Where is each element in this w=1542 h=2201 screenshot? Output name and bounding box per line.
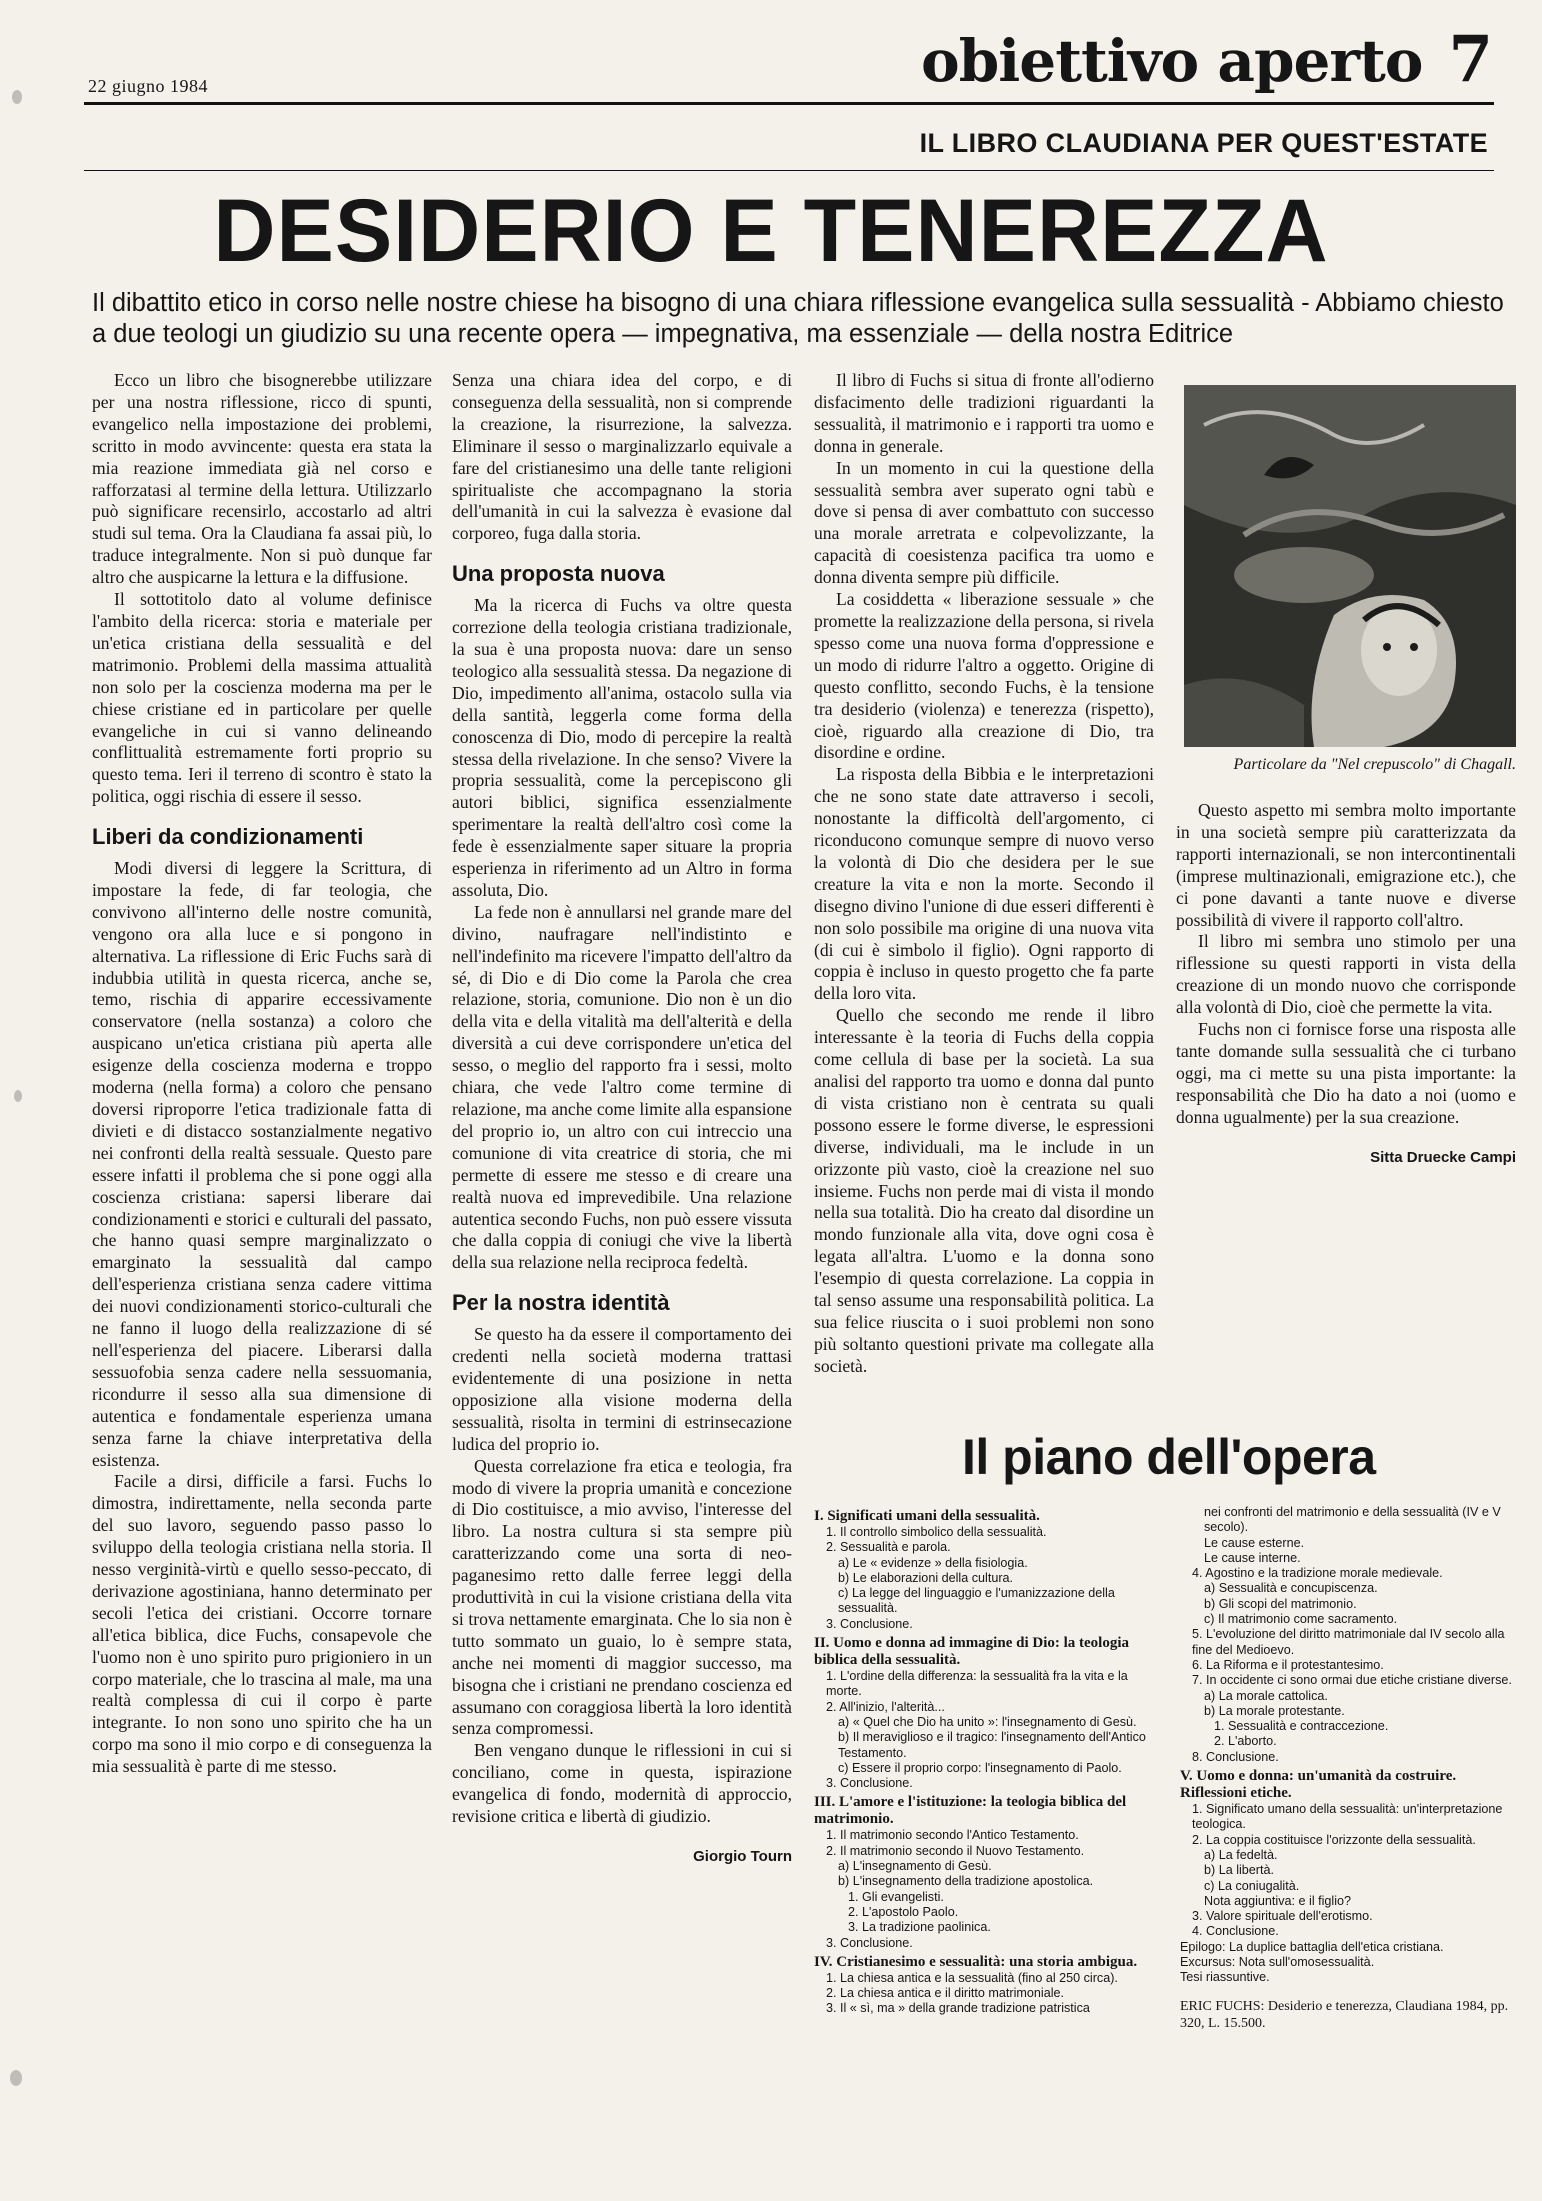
plan-entry: 7. In occidente ci sono ormai due etiche cristiane diverse.: [1192, 1673, 1512, 1688]
plan-entry: 2. All'inizio, l'alterità...: [826, 1699, 945, 1714]
paragraph: Modi diversi di leggere la Scrittura, di impostare la fede, di far teologia, che convivono all'interno delle nostre comunità, vengono ora alla luce e si pongono in alternativa. La riflessione di Eric Fuchs sarà di indubbia utilità in questa ricerca, anche se, temo, rischia di apparire eccessivamente conservatore (nella sostanza) a coloro che auspicano un'etica cristiana più aperta alle esigenze della coscienza moderna e troppo moderna (nella forma) a coloro che pensano doversi riproporre l'etica tradizionale fatta di divieti e di distacco sostanzialmente negativo nei confronti della realtà sessuale. Questo pare essere infatti il problema che si pone oggi alla coscienza cristiana: sapersi liberare dai condizionamenti e storici e culturali del passato, che hanno quasi sempre marginalizzato o emarginato la sessualità dal campo dell'esperienza cristiana senza cadere vittima dei nuovi condizionamenti storico-culturali che ne fanno il luogo della realizzazione di sé nell'esperienza del piacere. Liberarsi dalla sessuofobia senza cadere nella sessuomania, ricondurre il sesso alla sua dimensione di autentica e fondamentale esperienza umana senza farne la chiave interpretativa della esistenza.: [92, 858, 432, 1470]
article-column-2: [452, 370, 792, 1868]
article-column-4: [1176, 800, 1516, 1169]
paragraph: Il libro di Fuchs si situa di fronte all'odierno disfacimento delle tradizioni riguardanti la sessualità, il matrimonio e i rapporti tra uomo e donna in generale.: [814, 370, 1154, 456]
plan-entry: 3. Conclusione.: [826, 1616, 913, 1631]
plan-entry: 1. Sessualità e contraccezione.: [1214, 1719, 1389, 1734]
paragraph: Se questo ha da essere il comportamento dei credenti nella società moderna trattasi evidentemente di una posizione in netta opposizione alla visione moderna della sessualità, risolta in termini di estrinsecazione ludica del proprio io.: [452, 1324, 792, 1454]
paragraph: Questa correlazione fra etica e teologia, fra modo di vivere la propria umanità e concezione di Dio costituisce, a mio avviso, l'interesse del libro. La nostra cultura si sta sempre più caratterizzando come una sorta di neo-paganesimo retto dalle ferree leggi della produttività in cui la visione cristiana della vita si trova nettamente emarginata. Che lo sia non è tutto sommato un guaio, lo è sempre stata, anche nei momenti di maggior successo, ma bisogna che i cristiani ne prendano coscienza ed assumano con coraggiosa libertà la loro identità senza compromessi.: [452, 1455, 792, 1739]
chagall-illustration: [1184, 385, 1516, 747]
paragraph: Il sottotitolo dato al volume definisce l'ambito della ricerca: storia e materiale per un'etica cristiana della sessualità e del matrimonio. Problemi della massima attualità non solo per la coscienza moderna ma per le chiese cristiane ed in particolare per quelle evangeliche in cui si vanno delineando conflittualità estremamente forti proprio su questo tema. Ieri il terreno di scontro è stato la politica, oggi rischia di essere il sesso.: [92, 589, 432, 807]
plan-entry: c) Essere il proprio corpo: l'insegnamento di Paolo.: [838, 1760, 1122, 1775]
subheading: Liberi da condizionamenti: [92, 824, 364, 850]
plan-entry: a) Le « evidenze » della fisiologia.: [838, 1555, 1028, 1570]
paragraph: La cosiddetta « liberazione sessuale » che promette la realizzazione della persona, si rivela spesso come una nuova forma d'oppressione e un modo di ridurre l'altro a oggetto. Origine di questo conflitto, secondo Fuchs, è la tensione tra desiderio (violenza) e tenerezza (rispetto), cioè, riguardo alla creazione di Dio, tra disordine e ordine.: [814, 589, 1154, 763]
plan-entry: 2. La coppia costituisce l'orizzonte della sessualità.: [1192, 1832, 1476, 1847]
plan-entry: b) La libertà.: [1204, 1863, 1275, 1878]
plan-entry: Epilogo: La duplice battaglia dell'etica cristiana.: [1180, 1939, 1444, 1954]
paragraph: Senza una chiara idea del corpo, e di conseguenza della sessualità, non si comprende la creazione, la risurrezione, la salvezza. Eliminare il sesso o marginalizzarlo equivale a fare del cristianesimo una delle tante religioni spiritualiste che accompagnano la storia dell'umanità in cui la salvezza è evasione dal corporeo, fuga dalla storia.: [452, 370, 792, 544]
scan-mark: [12, 90, 22, 104]
plan-entry: a) « Quel che Dio ha unito »: l'insegnamento di Gesù.: [838, 1714, 1137, 1729]
paragraph: Ecco un libro che bisognerebbe utilizzare per una nostra riflessione, ricco di spunti, evangelico nella impostazione dei problemi, scritto in modo avvincente: questa era stata la mia reazione immediata già nel corso e rafforzatasi al termine della lettura. Utilizzarlo può significare recensirlo, accostarlo ad altri studi sul tema. Ora la Claudiana fa assai più, lo traduce integralmente. Non si può dunque far altro che auspicarne la lettura e la diffusione.: [92, 370, 432, 588]
plan-part-heading: V. Uomo e donna: un'umanità da costruire. Riflessioni etiche.: [1180, 1768, 1457, 1802]
masthead-rule: [84, 102, 1494, 105]
painting-image: [1184, 385, 1516, 747]
article-column-1: [92, 370, 432, 1778]
plan-entry: 3. Il « sì, ma » della grande tradizione patristica: [826, 2001, 1090, 2016]
plan-entry: Nota aggiuntiva: e il figlio?: [1204, 1893, 1352, 1908]
plan-entry: 1. Il matrimonio secondo l'Antico Testamento.: [826, 1828, 1079, 1843]
plan-part-heading: III. L'amore e l'istituzione: la teologia biblica del matrimonio.: [814, 1794, 1127, 1828]
author-signature: Sitta Druecke Campi: [1370, 1148, 1516, 1166]
issue-date: 22 giugno 1984: [88, 76, 209, 96]
plan-entry: 2. Il matrimonio secondo il Nuovo Testamento.: [826, 1843, 1085, 1858]
scan-mark: [10, 2070, 22, 2086]
section-name: obiettivo aperto: [921, 27, 1423, 95]
image-caption: Particolare da "Nel crepuscolo" di Chagall.: [1233, 756, 1516, 773]
subheading: Per la nostra identità: [452, 1290, 670, 1316]
paragraph: Il libro mi sembra uno stimolo per una riflessione su questi rapporti in vista della creazione di un mondo nuovo che corrisponde alla volontà di Dio, cioè che permette la vita.: [1176, 931, 1516, 1018]
plan-entry: 5. L'evoluzione del diritto matrimoniale dal IV secolo alla fine del Medioevo.: [1192, 1627, 1505, 1657]
plan-column-2: [1180, 1505, 1518, 2032]
plan-entry: 1. Gli evangelisti.: [848, 1889, 944, 1904]
subheading: Una proposta nuova: [452, 561, 665, 587]
paragraph: Questo aspetto mi sembra molto importante in una società sempre più caratterizzata da rapporti internazionali, se non intercontinentali (imprese multinazionali, emigrazione etc.), che ci pone davanti a tante nuove e diverse possibilità di vivere il rapporto coll'altro.: [1176, 800, 1516, 930]
plan-entry: 1. L'ordine della differenza: la sessualità fra la vita e la morte.: [826, 1669, 1128, 1699]
plan-entry: 8. Conclusione.: [1192, 1749, 1279, 1764]
plan-entry: Excursus: Nota sull'omosessualità.: [1180, 1955, 1375, 1970]
paragraph: In un momento in cui la questione della sessualità sembra aver superato ogni tabù e dove si pensa di aver combattuto con successo una morale arretrata e colpevolizzante, la capacità di coesistenza pacifica tra uomo e donna diventa sempre più difficile.: [814, 457, 1154, 588]
plan-entry: a) L'insegnamento di Gesù.: [838, 1859, 992, 1874]
bibliography: ERIC FUCHS: Desiderio e tenerezza, Claudiana 1984, pp. 320, L. 15.500.: [1180, 1998, 1509, 2031]
plan-entry: 1. Significato umano della sessualità: un'interpretazione teologica.: [1192, 1802, 1503, 1832]
plan-title: Il piano dell'opera: [962, 1429, 1376, 1485]
deck: Il dibattito etico in corso nelle nostre chiese ha bisogno di una chiara riflessione evangelica sulla sessualità - Abbiamo chiesto a due teologi un giudizio su una recente opera — impegnativa, ma essenziale — della nostra Editrice: [92, 289, 1504, 348]
author-signature: Giorgio Tourn: [693, 1848, 792, 1865]
plan-entry: Le cause esterne.: [1204, 1535, 1305, 1550]
plan-entry: 1. Il controllo simbolico della sessualità.: [826, 1525, 1047, 1539]
plan-column-1: [814, 1505, 1159, 2017]
plan-entry: 3. Conclusione.: [826, 1935, 913, 1950]
plan-entry: 4. Conclusione.: [1192, 1924, 1279, 1939]
plan-entry: c) Il matrimonio come sacramento.: [1204, 1612, 1398, 1627]
plan-part-heading: II. Uomo e donna ad immagine di Dio: la teologia biblica della sessualità.: [814, 1635, 1130, 1669]
plan-part-heading: IV. Cristianesimo e sessualità: una storia ambigua.: [814, 1953, 1138, 1970]
plan-entry: 1. La chiesa antica e la sessualità (fino al 250 circa).: [826, 1970, 1118, 1985]
paragraph: Facile a dirsi, difficile a farsi. Fuchs lo dimostra, indirettamente, nella seconda parte del suo lavoro, seguendo passo passo lo sviluppo della teologia cristiana nella storia. Il nesso verginità-virtù e quello sesso-peccato, di derivazione agostiniana, hanno determinato per secoli l'etica dei cristiani. Occorre tornare all'etica biblica, dice Fuchs, consapevole che l'uomo non è uno spirito puro prigioniero in un corpo materiale, che lo trascina al male, ma una realtà complessa di cui il corpo è parte integrante. Io non sono uno spirito che ha un corpo ma sono il mio corpo e di conseguenza la mia sessualità è parte di me stesso.: [92, 1471, 432, 1777]
plan-entry: a) La morale cattolica.: [1204, 1688, 1328, 1703]
page-number: 7: [1448, 22, 1492, 97]
plan-entry: a) La fedeltà.: [1204, 1847, 1278, 1862]
plan-entry: nei confronti del matrimonio e della sessualità (IV e V secolo).: [1204, 1505, 1501, 1535]
plan-entry: a) Sessualità e concupiscenza.: [1204, 1581, 1378, 1596]
plan-entry: b) Le elaborazioni della cultura.: [838, 1570, 1014, 1585]
paragraph: Ben vengano dunque le riflessioni in cui si conciliano, come in questa, ispirazione evangelica di fondo, modernità di approccio, revisione critica e libertà di giudizio.: [452, 1740, 792, 1827]
scan-mark: [14, 1090, 22, 1102]
paragraph: Fuchs non ci fornisce forse una risposta alle tante domande sulla sessualità che ci turbano oggi, ma ci mette su una pista importante: la responsabilità che Dio ha dato a noi (uomo e donna ugualmente) per la sua creazione.: [1176, 1019, 1516, 1127]
article-column-3: [814, 370, 1154, 1378]
plan-entry: 3. Conclusione.: [826, 1776, 913, 1791]
headline: DESIDERIO E TENEREZZA: [213, 181, 1329, 281]
plan-entry: Tesi riassuntive.: [1180, 1970, 1270, 1985]
kicker-rule: [84, 170, 1494, 171]
paragraph: Ma la ricerca di Fuchs va oltre questa correzione della teologia cristiana tradizionale, la sua è una proposta nuova: dare un senso teologico alla sessualità stessa. Da negazione di Dio, impedimento all'anima, ostacolo sulla via della santità, leggerla come forma della conoscenza di Dio, modo di percepire la realtà stessa della rivelazione. In che senso? Vivere la propria sessualità, come la percepiscono gli autori biblici, significa essenzialmente sperimentare la realtà dell'altro così come la fede è essenzialmente saper situare la propria esperienza in riferimento ad un Altro in forma assoluta, Dio.: [452, 595, 792, 900]
plan-entry: b) Il meraviglioso e il tragico: l'insegnamento dell'Antico Testamento.: [838, 1730, 1146, 1760]
plan-entry: 3. La tradizione paolinica.: [848, 1920, 991, 1935]
plan-entry: 2. L'aborto.: [1214, 1734, 1277, 1749]
paragraph: La risposta della Bibbia e le interpretazioni che ne sono state date attraverso i secoli, nonostante la difficoltà dell'argomento, ci riconducono comunque sempre di nuovo verso la volontà di Dio che desidera per le sue creature la vita e non la morte. Secondo il disegno divino l'unione di due esseri differenti è non solo possibile ma origine di una nuova vita (di cui è simbolo il figlio). Ogni rapporto di coppia è incluso in questo progetto che fa parte della loro vita.: [814, 764, 1154, 1004]
plan-entry: c) La coniugalità.: [1204, 1878, 1300, 1893]
plan-entry: b) La morale protestante.: [1204, 1703, 1345, 1718]
section-title: [921, 22, 1492, 97]
plan-entry: 6. La Riforma e il protestantesimo.: [1192, 1657, 1384, 1672]
plan-entry: b) L'insegnamento della tradizione apostolica.: [838, 1874, 1094, 1889]
plan-entry: 3. Valore spirituale dell'erotismo.: [1192, 1909, 1373, 1924]
plan-entry: 2. L'apostolo Paolo.: [848, 1904, 959, 1919]
plan-entry: 2. Sessualità e parola.: [826, 1540, 951, 1555]
plan-entry: c) La legge del linguaggio e l'umanizzazione della sessualità.: [838, 1586, 1115, 1616]
plan-entry: Le cause interne.: [1204, 1550, 1301, 1565]
plan-items: [1180, 1505, 1518, 1986]
plan-part-heading: I. Significati umani della sessualità.: [814, 1508, 1040, 1524]
plan-entry: 2. La chiesa antica e il diritto matrimoniale.: [826, 1986, 1064, 2001]
plan-entry: b) Gli scopi del matrimonio.: [1204, 1596, 1357, 1611]
paragraph: La fede non è annullarsi nel grande mare del divino, naufragare nell'indistinto e nell'indefinito ma ricevere l'impatto dell'altro da sé, di Dio e di Dio come la Parola che crea relazione, storia, comunione. Dio non è un dio della vita e della vitalità ma dell'alterità e della diversità a cui deve corrispondere un'etica del sesso, o meglio del rapporto fra i sessi, molto chiara, che vede l'altro come termine di relazione, ma anche come limite alla espansione del proprio io, un altro con cui intreccio una comunione di vita creatrice di storia, che mi permette di essere me stesso e di creare una realtà nuova ed imprevedibile. Una relazione autentica secondo Fuchs, non può essere vissuta che dalla coppia di coniugi che vive la libertà della sua relazione nella reciproca fedeltà.: [452, 901, 792, 1273]
paragraph: Quello che secondo me rende il libro interessante è la teoria di Fuchs della coppia come cellula di base per la società. La sua analisi del rapporto tra uomo e donna dal punto di vista cristiano non è centrata su quali possono essere le forme diverse, le espressioni diverse, individuali, ma le include in un orizzonte più vasto, cioè la creazione nel suo insieme. Fuchs non perde mai di vista il mondo nella sua totalità. Dio ha creato dal disordine un mondo funzionale alla vita, dove ogni cosa è legata all'altra. L'uomo e la donna sono l'esempio di questa correlazione. La coppia in tal senso assume una responsabilità politica. La sua felice riuscita o i suoi problemi non sono più soltanto questioni private ma collegate alla società.: [814, 1005, 1154, 1376]
plan-entry: 4. Agostino e la tradizione morale medievale.: [1192, 1566, 1443, 1581]
kicker: IL LIBRO CLAUDIANA PER QUEST'ESTATE: [919, 128, 1488, 158]
